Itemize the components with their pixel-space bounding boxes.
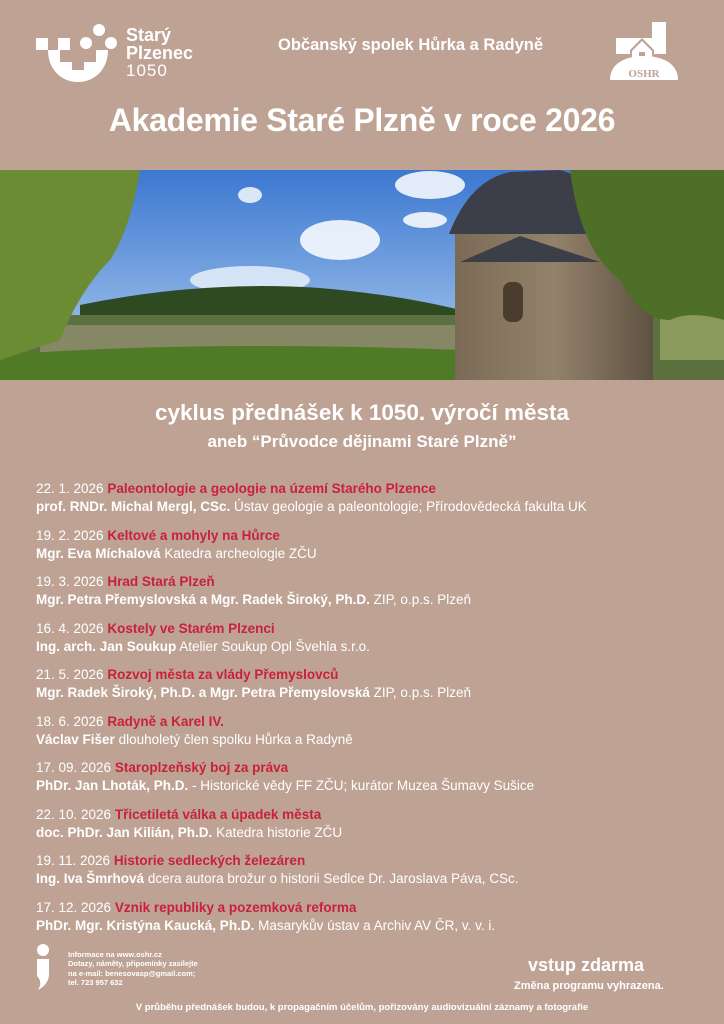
series-tagline: aneb “Průvodce dějinami Staré Plzně” (207, 432, 517, 451)
lecture-title: Staroplzeňský boj za práva (114, 760, 289, 775)
lecture-affiliation: ZIP, o.p.s. Plzeň (373, 592, 471, 607)
lecture-title: Paleontologie a geologie na území Starého Plzence (107, 481, 436, 496)
logo-text: Starý Plzenec 1050 (126, 25, 194, 80)
lecture-item (36, 527, 706, 574)
lecture-date: 16. 4. 2026 (36, 620, 104, 636)
lecture-affiliation: dlouholetý člen spolku Hůrka a Radyně (118, 731, 353, 747)
lecture-date: 19. 11. 2026 (36, 853, 111, 868)
lecture-item (36, 759, 706, 806)
lecture-item (36, 666, 706, 713)
lecture-affiliation: Atelier Soukup Opl Švehla s.r.o. (179, 638, 370, 654)
castle-icon (608, 20, 680, 82)
lecture-speaker: PhDr. Jan Lhoták, Ph.D. (36, 778, 189, 793)
lecture-speaker: Ing. arch. Jan Soukup (36, 638, 177, 654)
lecture-item (36, 713, 706, 760)
header (0, 0, 724, 100)
lecture-date: 21. 5. 2026 (36, 667, 104, 682)
oshr-logo (608, 20, 680, 82)
lecture-date: 22. 10. 2026 (36, 806, 112, 822)
contact-info: Informace na www.oshr.cz Dotazy, náměty, připomínky zasílejte na e-mail: benesovasp@gmail.com; tel. 723 957 632 (68, 950, 198, 987)
lecture-affiliation: Masarykův ústav a Archiv AV ČR, v. v. i. (258, 917, 496, 933)
town-panorama-photo (0, 170, 724, 380)
lecture-item (36, 806, 706, 853)
lecture-speaker: prof. RNDr. Michal Mergl, CSc. (36, 499, 231, 514)
lecture-title: Rozvoj města za vlády Přemyslovců (107, 667, 339, 682)
lecture-speaker: Ing. Iva Šmrhová (36, 871, 145, 886)
lecture-item (36, 620, 706, 667)
lecture-item (36, 899, 706, 946)
lecture-item (36, 480, 706, 527)
series-subtitle: cyklus přednášek k 1050. výročí města (154, 400, 569, 425)
svg-text:OSHR: OSHR (628, 68, 660, 80)
lecture-affiliation: Katedra historie ZČU (216, 824, 343, 840)
lecture-speaker: PhDr. Mgr. Kristýna Kaucká, Ph.D. (36, 917, 255, 933)
lecture-title: Keltové a mohyly na Hůrce (107, 527, 280, 543)
lecture-item (36, 573, 706, 620)
lecture-affiliation: Ústav geologie a paleontologie; Přírodovědecká fakulta UK (234, 499, 587, 514)
lecture-speaker: Mgr. Petra Přemyslovská a Mgr. Radek Široký, Ph.D. (36, 592, 370, 607)
lecture-date: 19. 2. 2026 (36, 527, 104, 543)
lecture-affiliation: ZIP, o.p.s. Plzeň (373, 685, 471, 700)
lecture-title: Vznik republiky a pozemková reforma (114, 899, 357, 915)
lecture-title: Radyně a Karel IV. (107, 713, 224, 729)
lecture-title: Třicetiletá válka a úpadek města (114, 806, 322, 822)
recording-notice: V průběhu přednášek budou, k propagačním účelům, pořizovány audiovizuální záznamy a fotografie (135, 1002, 589, 1013)
lecture-affiliation: Katedra archeologie ZČU (164, 545, 317, 561)
lecture-affiliation: - Historické vědy FF ZČU; kurátor Muzea Šumavy Sušice (192, 778, 535, 793)
page-title: Akademie Staré Plzně v roce 2026 (108, 102, 616, 138)
lecture-title: Historie sedleckých železáren (113, 853, 306, 868)
lecture-speaker: Mgr. Radek Široký, Ph.D. a Mgr. Petra Přemyslovská (36, 685, 370, 700)
lecture-speaker: Mgr. Eva Míchalová (36, 545, 161, 561)
lecture-title: Hrad Stará Plzeň (107, 574, 215, 589)
lecture-item (36, 852, 706, 899)
lecture-date: 18. 6. 2026 (36, 713, 104, 729)
lecture-speaker: Václav Fišer (36, 731, 115, 747)
lecture-date: 17. 12. 2026 (36, 899, 112, 915)
lecture-affiliation: dcera autora brožur o historii Sedlce Dr. Jaroslava Páva, CSc. (147, 871, 519, 886)
lecture-title: Kostely ve Starém Plzenci (107, 620, 275, 636)
lecture-list (36, 480, 706, 945)
free-entry-label: vstup zdarma (528, 955, 645, 975)
program-change-note: Změna programu vyhrazena. (514, 980, 664, 992)
smile-checker-icon (36, 24, 120, 84)
lecture-date: 19. 3. 2026 (36, 574, 104, 589)
info-icon (34, 944, 52, 990)
lecture-date: 17. 09. 2026 (36, 760, 112, 775)
organization-name: Občanský spolek Hůrka a Radyně (278, 36, 544, 54)
lecture-speaker: doc. PhDr. Jan Kilián, Ph.D. (36, 824, 213, 840)
lecture-date: 22. 1. 2026 (36, 481, 104, 496)
stary-plzenec-1050-logo (36, 24, 216, 84)
